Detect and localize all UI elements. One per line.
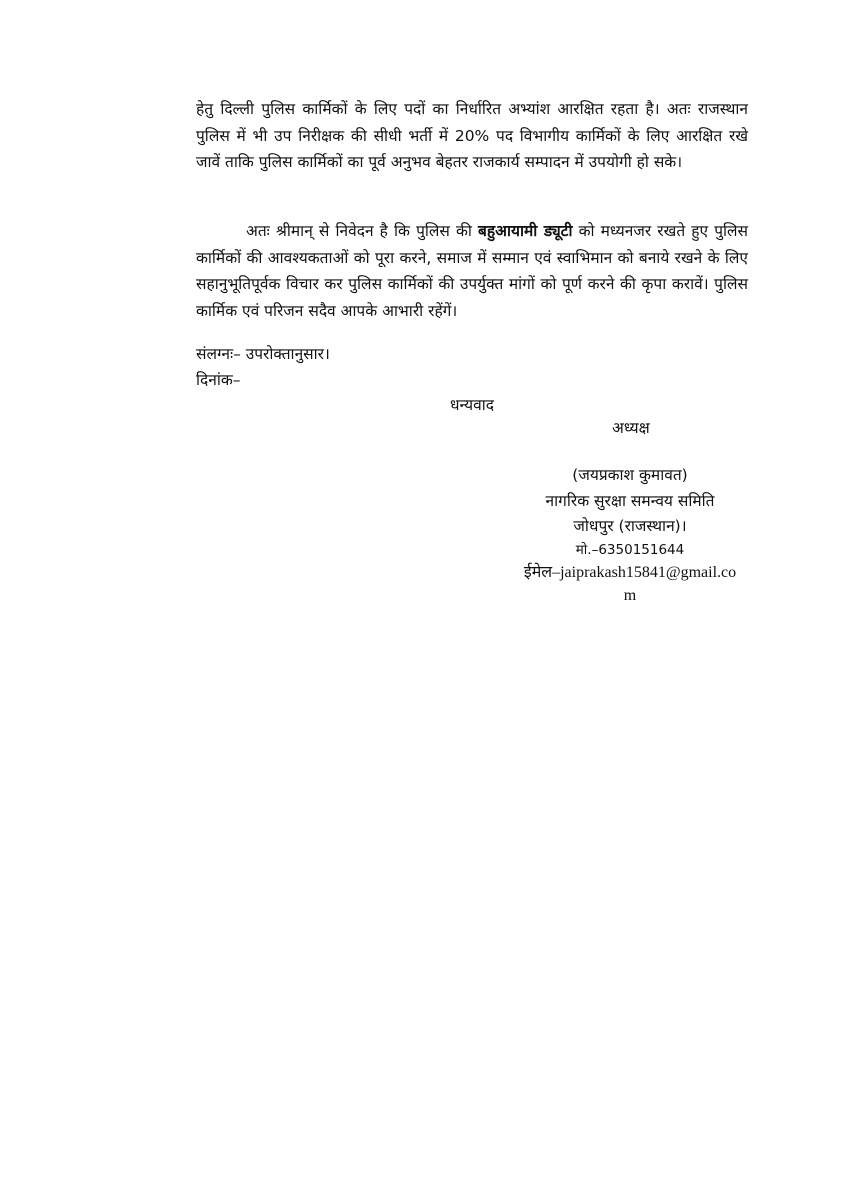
signatory-city: जोधपुर (राजस्थान)। xyxy=(573,517,687,535)
signatory-phone: मो.–6350151644 xyxy=(575,542,685,558)
signatory-organization: नागरिक सुरक्षा समन्वय समिति xyxy=(545,492,715,510)
signatory-email-tail: m xyxy=(623,587,637,604)
designation-line: अध्यक्ष xyxy=(612,419,650,437)
signatory-email: ईमेल–jaiprakash15841@gmail.co xyxy=(523,564,737,581)
request-text-end: को मध्यनजर रखते हुए पुलिस कार्मिकों की आवश्यकताओं को पूरा करने, समाज में सम्मान एवं स्वाभिमान को बनाये रखने के लिए सहानुभूतिपूर्वक विचार कर पुलिस कार्मिकों की उपर्युक्त मांगों को पूर्ण करने की कृपा करावें। पुलिस कार्मिक एवं परिजन सदैव आपके आभारी रहेंगें। xyxy=(196,222,748,320)
thanks-line: धन्यवाद xyxy=(450,396,494,414)
date-line: दिनांक– xyxy=(196,371,241,389)
signatory-name: (जयप्रकाश कुमावत) xyxy=(572,466,688,484)
paragraph-request xyxy=(196,218,748,324)
enclosure-line: संलग्नः– उपरोक्तानुसार। xyxy=(196,345,330,363)
request-text-start: अतः श्रीमान् से निवेदन है कि पुलिस की xyxy=(246,222,479,240)
request-emphasis: बहुआयामी ड्यूटी xyxy=(478,222,573,240)
paragraph-reservation: हेतु दिल्ली पुलिस कार्मिकों के लिए पदों का निर्धारित अभ्यांश आरक्षित रहता है। अतः राजस्थान पुलिस में भी उप निरीक्षक की सीधी भर्ती में 20% पद विभागीय कार्मिकों के लिए आरक्षित रखे जावें ताकि पुलिस कार्मिकों का पूर्व अनुभव बेहतर राजकार्य सम्पादन में उपयोगी हो सके। xyxy=(196,100,748,171)
